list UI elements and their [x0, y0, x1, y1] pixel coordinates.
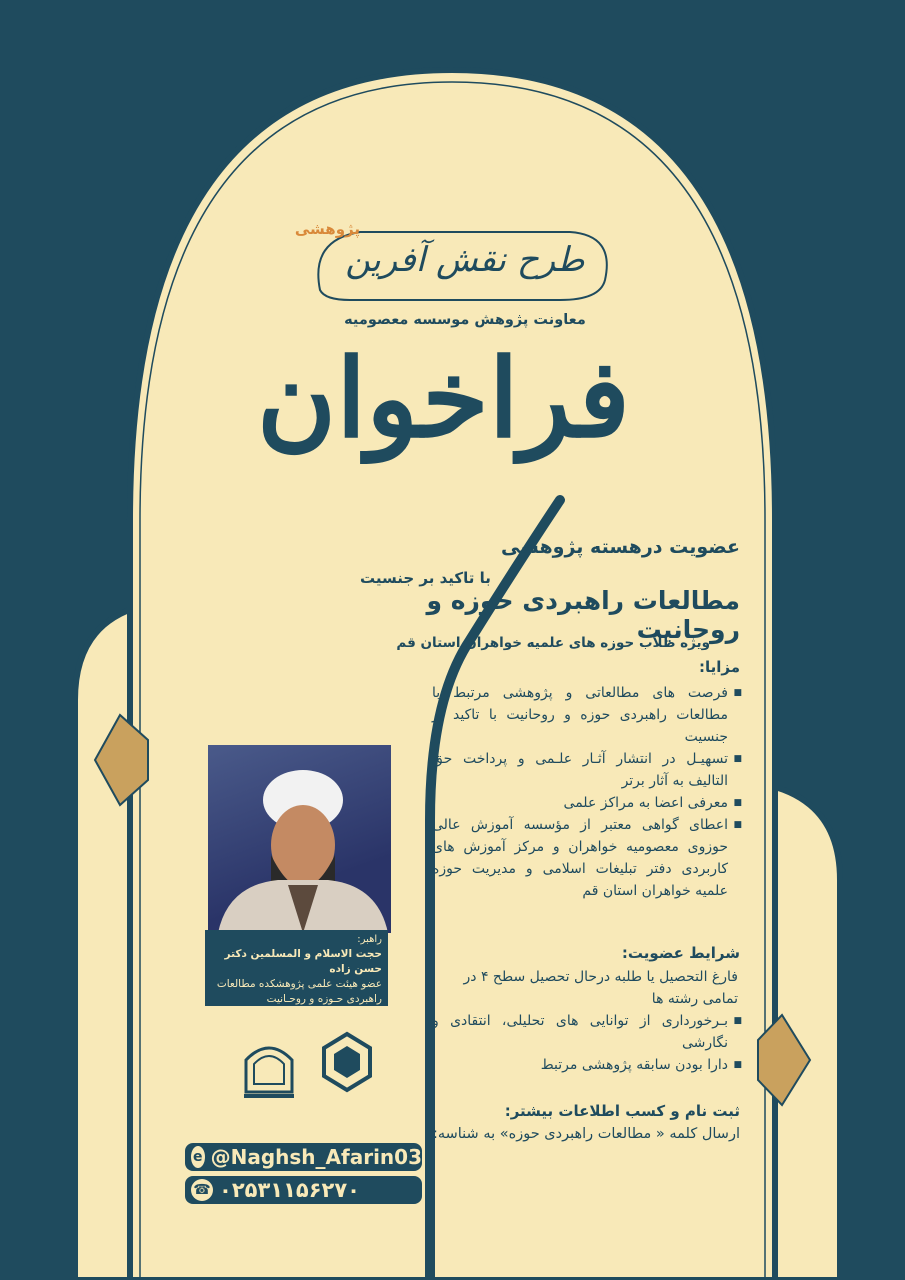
- handle-text: @Naghsh_Afarin03: [210, 1145, 422, 1169]
- list-item: ■ اعطای گواهی معتبر از مؤسسه آموزش عالی حوزوی معصومیه خواهران و مرکز آموزش های کاربردی دفتر تبلیغات اسلامی و مدیریت حوزه علمیه خواهران استان قم: [432, 814, 742, 902]
- organization-name: معاونت پژوهش موسسه معصومیه: [344, 312, 586, 328]
- page-title: فراخوان: [256, 336, 630, 462]
- conditions-heading: شرایط عضویت:: [621, 944, 740, 962]
- guide-photo: [205, 742, 394, 936]
- logo-title: طرح نقش آفرین: [345, 240, 585, 280]
- logo-tag: پژوهشی: [294, 220, 360, 238]
- partner-logo-icon: [238, 1032, 300, 1104]
- audience-note: ویژه طلاب حوزه های علمیه خواهران استان قم: [396, 635, 710, 651]
- phone-number[interactable]: [185, 1176, 422, 1204]
- province-logo-icon: [318, 1030, 376, 1100]
- list-item: ■ تسهیـل در انتشار آثـار علـمی و پرداخت حق التالیف به آثار برتر: [432, 748, 742, 792]
- conditions-intro: فارغ التحصیل یا طلبه درحال تحصیل سطح ۴ در تمامی رشته ها: [463, 969, 738, 1007]
- phone-icon: ☎: [191, 1179, 213, 1201]
- registration-text: ارسال کلمه « مطالعات راهبردی حوزه» به شناسه:: [432, 1126, 740, 1142]
- guide-label: راهبر:: [357, 934, 382, 945]
- benefits-heading: مزایا:: [698, 658, 740, 676]
- registration-heading: ثبت نام و کسب اطلاعات بیشتر:: [504, 1102, 740, 1120]
- guide-role-2: مدیر موسسه ماوا: [303, 1008, 382, 1020]
- list-item: ■ بـرخورداری از توانایی های تحلیلی، انتقادی و نگارشی: [432, 1010, 742, 1054]
- list-item: ■ فرصت های مطالعاتی و پژوهشی مرتبط با مطالعات راهبردی حوزه و روحانیت با تاکید بر جنسیت: [432, 682, 742, 748]
- benefits-list: [432, 682, 742, 902]
- list-item: ■ معرفی اعضا به مراکز علمی: [432, 792, 742, 814]
- guide-name: حجت الاسلام و المسلمین دکتر حسن زاده: [224, 948, 382, 975]
- guide-role: عضو هیئت علمی پژوهشکده مطالعات راهبردی حـوزه و روحـانیت: [216, 978, 382, 1005]
- list-item: ■ دارا بودن سابقه پژوهشی مرتبط: [432, 1054, 742, 1076]
- social-handle[interactable]: [185, 1143, 422, 1171]
- phone-text: ۰۲۵۳۱۱۵۶۲۷۰: [219, 1178, 360, 1202]
- messenger-icon: e: [191, 1146, 205, 1168]
- emphasis-note: با تاکید بر جنسیت: [360, 569, 491, 587]
- person-icon: [208, 745, 391, 933]
- subject-title: مطالعات راهبردی حوزه و روحانیت: [426, 586, 740, 644]
- membership-subtitle: عضویت درهسته پژوهشی: [500, 536, 740, 558]
- conditions-list: [432, 966, 742, 1076]
- guide-info: [205, 930, 388, 1020]
